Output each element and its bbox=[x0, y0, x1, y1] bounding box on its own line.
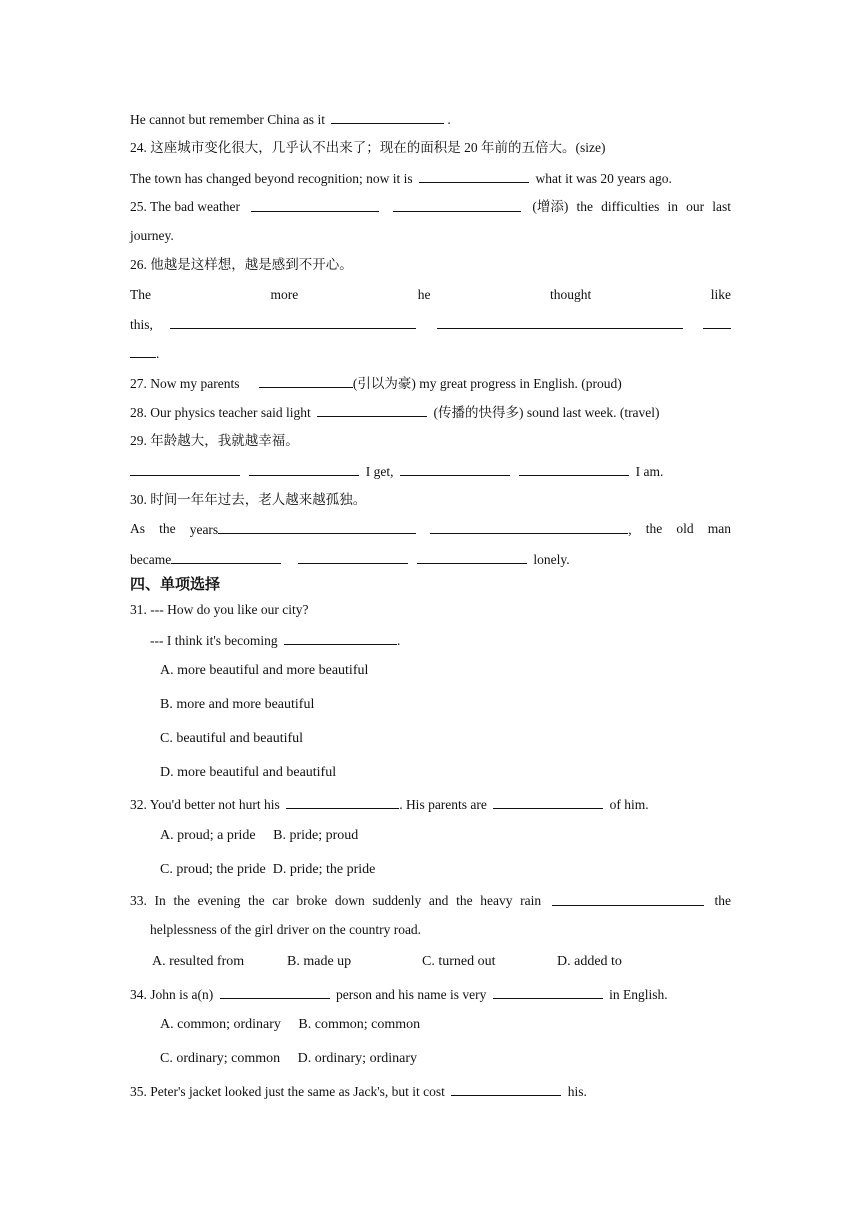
q25-text: 25. The bad weather bbox=[130, 199, 240, 214]
q29-chinese-prompt: 29. 年龄越大，我就越幸福。 bbox=[130, 433, 299, 448]
q32-text: 32. You'd better not hurt his bbox=[130, 797, 280, 812]
q30-comma: , bbox=[628, 522, 632, 537]
q33-blank[interactable] bbox=[552, 892, 704, 906]
q34-text-end: in English. bbox=[609, 987, 668, 1002]
q30-blank-2-group bbox=[430, 520, 631, 539]
q32-options-ab[interactable]: A. proud; a pride B. pride; proud bbox=[160, 828, 359, 843]
q31-answer-line bbox=[150, 631, 751, 650]
q32-options-cd[interactable]: C. proud; the pride D. pride; the pride bbox=[160, 862, 376, 877]
q32-blank-1[interactable] bbox=[286, 795, 399, 809]
q33-word: broke bbox=[296, 893, 328, 908]
q25-blank-2[interactable] bbox=[393, 198, 521, 212]
q30-years-blank bbox=[190, 520, 416, 539]
q26-period: . bbox=[156, 346, 160, 361]
q31-text: --- I think it's becoming bbox=[150, 633, 278, 648]
q25-word: in bbox=[667, 199, 678, 214]
q28-text: 28. Our physics teacher said light bbox=[130, 405, 311, 420]
q26-blank-1[interactable] bbox=[170, 315, 416, 329]
q26-blank-2[interactable] bbox=[437, 315, 683, 329]
q28-line bbox=[130, 403, 731, 422]
q26-line-3 bbox=[130, 344, 731, 363]
q33-word: In bbox=[154, 893, 166, 908]
q33-word: 33. bbox=[130, 893, 147, 908]
q29-blank-2[interactable] bbox=[249, 462, 359, 476]
q33-option-c[interactable]: C. turned out bbox=[422, 954, 496, 969]
q32-text-end: of him. bbox=[609, 797, 649, 812]
q24-blank[interactable] bbox=[419, 169, 529, 183]
q35-blank[interactable] bbox=[451, 1082, 561, 1096]
q34-blank-1[interactable] bbox=[220, 985, 330, 999]
q27-text-end: (引以为豪) my great progress in English. (proud) bbox=[352, 376, 622, 391]
q30-word: years bbox=[189, 522, 219, 537]
q30-word: the bbox=[645, 521, 663, 536]
q33-option-d[interactable]: D. added to bbox=[557, 954, 622, 969]
q30-blank-1[interactable] bbox=[218, 520, 416, 534]
q31-option-c[interactable]: C. beautiful and beautiful bbox=[160, 731, 304, 746]
q31-blank[interactable] bbox=[284, 631, 397, 645]
q30-blank-4[interactable] bbox=[298, 550, 408, 564]
q27-blank[interactable] bbox=[259, 374, 353, 388]
q33-word: car bbox=[272, 893, 289, 908]
q32-question bbox=[130, 795, 731, 814]
q28-blank[interactable] bbox=[317, 403, 427, 417]
q30-text: became bbox=[130, 552, 172, 567]
q26-text: this, bbox=[130, 317, 153, 332]
q33-word: heavy bbox=[480, 893, 513, 908]
q32-blank-2[interactable] bbox=[493, 795, 603, 809]
q30-word: the bbox=[159, 521, 176, 536]
q29-line bbox=[130, 462, 731, 481]
q35-text: 35. Peter's jacket looked just the same as Jack's, but it cost bbox=[130, 1084, 445, 1099]
q26-word: he bbox=[417, 287, 431, 302]
q33-word: evening bbox=[197, 893, 241, 908]
q23-blank[interactable] bbox=[331, 110, 444, 124]
q34-question bbox=[130, 985, 731, 1004]
q29-text: I get, bbox=[365, 464, 394, 479]
q25-word: difficulties bbox=[601, 199, 660, 214]
q24-text: The town has changed beyond recognition; now it is bbox=[130, 171, 413, 186]
q34-text-mid: person and his name is very bbox=[336, 987, 487, 1002]
q32-text-mid: . His parents are bbox=[399, 797, 487, 812]
q30-chinese-prompt: 30. 时间一年年过去，老人越来越孤独。 bbox=[130, 492, 367, 507]
q25-blank-1[interactable] bbox=[251, 198, 379, 212]
q26-word: The bbox=[130, 287, 151, 302]
q24-chinese-prompt: 24. 这座城市变化很大，几乎认不出来了；现在的面积是 20 年前的五倍大。(size) bbox=[130, 140, 606, 155]
q29-blank-4[interactable] bbox=[519, 462, 629, 476]
q33-option-b[interactable]: B. made up bbox=[287, 954, 352, 969]
q34-text: 34. John is a(n) bbox=[130, 987, 214, 1002]
q26-line-1 bbox=[130, 286, 731, 304]
q33-word: the bbox=[714, 893, 731, 908]
q31-option-b[interactable]: B. more and more beautiful bbox=[160, 697, 315, 712]
q31-question: 31. --- How do you like our city? bbox=[130, 602, 309, 617]
q25-word: the bbox=[576, 199, 593, 214]
q24-english-line bbox=[130, 169, 731, 188]
q30-word: old bbox=[676, 521, 694, 536]
q25-line-2: journey. bbox=[130, 228, 174, 243]
q33-word: suddenly bbox=[372, 893, 422, 908]
q33-question bbox=[130, 892, 731, 910]
q33-word: and bbox=[428, 893, 449, 908]
q25-word: our bbox=[686, 199, 705, 214]
q30-word: As bbox=[130, 521, 146, 536]
q33-options-row bbox=[152, 953, 692, 971]
q27-text: 27. Now my parents bbox=[130, 376, 240, 391]
q26-word: like bbox=[710, 287, 731, 302]
q31-option-a[interactable]: A. more beautiful and more beautiful bbox=[160, 663, 369, 678]
q29-blank-1[interactable] bbox=[130, 462, 240, 476]
q24-text-end: what it was 20 years ago. bbox=[535, 171, 672, 186]
q33-word: the bbox=[248, 893, 265, 908]
q33-word: rain bbox=[520, 893, 542, 908]
q29-text-end: I am. bbox=[635, 464, 664, 479]
q33-word: down bbox=[334, 893, 365, 908]
q30-blank-5[interactable] bbox=[417, 550, 527, 564]
q26-line-2 bbox=[130, 315, 731, 334]
q33-word: the bbox=[456, 893, 473, 908]
q30-line-2 bbox=[130, 550, 731, 569]
q23-text: He cannot but remember China as it bbox=[130, 112, 325, 127]
q23-english-line bbox=[130, 110, 731, 129]
q26-blank-3-cont[interactable] bbox=[130, 344, 156, 358]
q27-line bbox=[130, 374, 731, 393]
q28-text-end: (传播的快得多) sound last week. (travel) bbox=[433, 405, 660, 420]
section-heading: 四、单项选择 bbox=[130, 575, 221, 593]
q33-options bbox=[152, 953, 753, 971]
q33-word: the bbox=[173, 893, 190, 908]
q25-line bbox=[130, 198, 731, 216]
q33-line-2: helplessness of the girl driver on the country road. bbox=[150, 922, 422, 937]
q26-blank-3[interactable] bbox=[703, 315, 731, 329]
q34-blank-2[interactable] bbox=[493, 985, 603, 999]
q25-word: last bbox=[712, 199, 731, 214]
q26-word: more bbox=[270, 287, 299, 302]
q30-blank-2[interactable] bbox=[430, 520, 628, 534]
q31-option-d[interactable]: D. more beautiful and beautiful bbox=[160, 765, 337, 780]
q30-word: man bbox=[707, 521, 731, 536]
q30-blank-3[interactable] bbox=[171, 550, 281, 564]
q34-options-cd[interactable]: C. ordinary; common D. ordinary; ordinary bbox=[160, 1051, 418, 1066]
q26-chinese-prompt: 26. 他越是这样想，越是感到不开心。 bbox=[130, 257, 353, 272]
q33-option-a[interactable]: A. resulted from bbox=[152, 954, 245, 969]
q34-options-ab[interactable]: A. common; ordinary B. common; common bbox=[160, 1017, 421, 1032]
q30-line-1 bbox=[130, 520, 731, 539]
q25-hint: (增添) bbox=[532, 199, 569, 214]
q23-period: . bbox=[447, 112, 451, 127]
q29-blank-3[interactable] bbox=[400, 462, 510, 476]
q30-text-end: lonely. bbox=[533, 552, 570, 567]
q35-text-end: his. bbox=[567, 1084, 587, 1099]
q26-word: thought bbox=[549, 287, 592, 302]
q31-period: . bbox=[397, 633, 401, 648]
q35-question bbox=[130, 1082, 731, 1101]
